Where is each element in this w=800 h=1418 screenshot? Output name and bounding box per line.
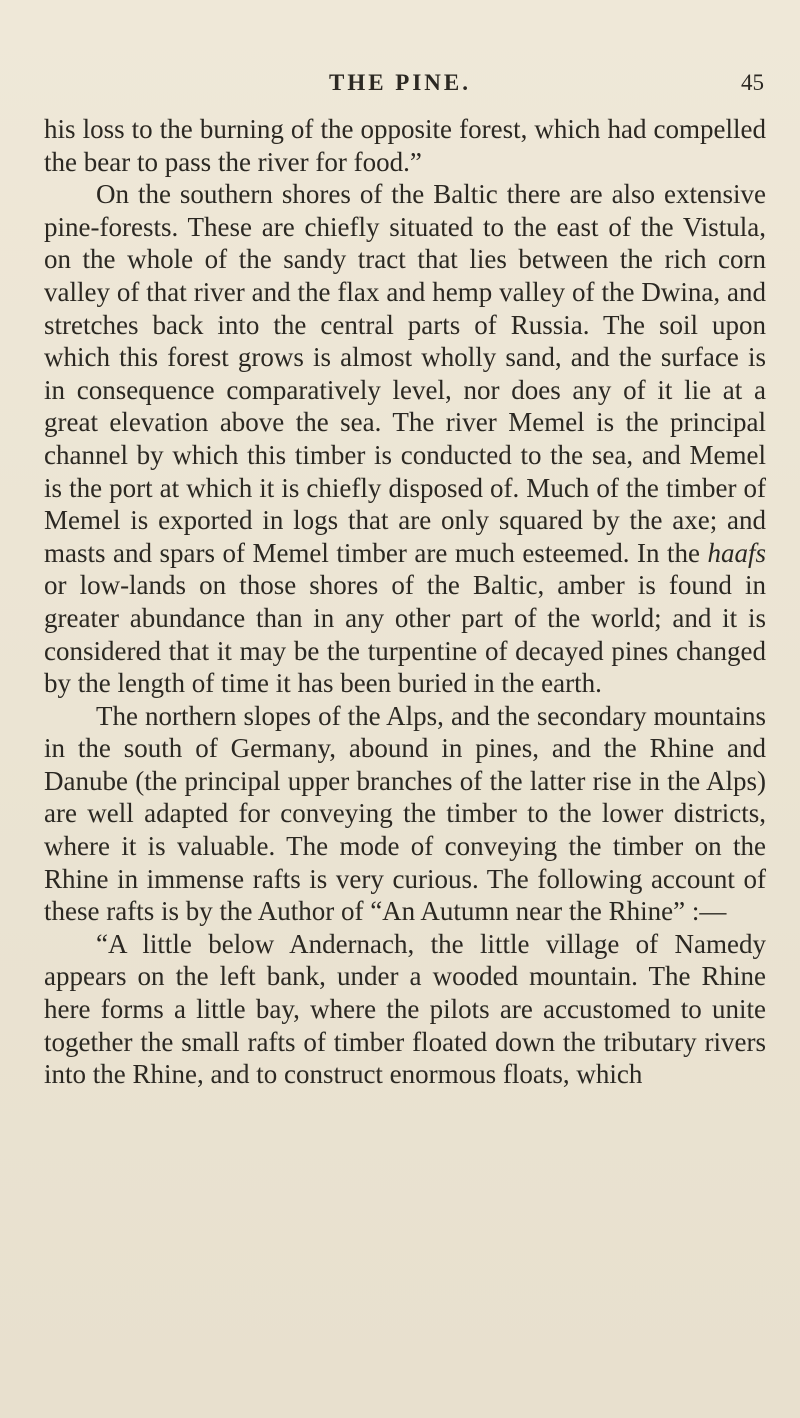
page-number: 45: [741, 70, 764, 95]
page-header: [0, 70, 800, 106]
paragraph-alps: The northern slopes of the Alps, and the secondary mountains in the south of Germany, abound in pines, and the Rhine and Danube (the principal upper branches of the latter rise in the Alps) are well adapted for conveying the timber to the lower districts, where it is valuable. The mode of conveying the timber on the Rhine in immense rafts is very curious. The following account of these rafts is by the Author of “An Autumn near the Rhine” :—: [44, 700, 766, 927]
italic-term: haafs: [707, 537, 766, 568]
paragraph-continuation: his loss to the burning of the opposite forest, which had compelled the bear to pass the river for food.”: [44, 114, 766, 177]
body-text: [44, 113, 766, 1091]
paragraph-quotation: “A little below Andernach, the little village of Namedy appears on the left bank, under a wooded mountain. The Rhine here forms a little bay, where the pilots are accustomed to unite together the small rafts of timber floated down the tributary rivers into the Rhine, and to construct enormous floats, which: [44, 928, 766, 1090]
running-head: THE PINE.: [328, 70, 472, 95]
paragraph-baltic: On the southern shores of the Baltic there are also extensive pine-forests. These are chiefly situated to the east of the Vistula, on the whole of the sandy tract that lies between the rich corn valley of that river and the flax and hemp valley of the Dwina, and stretches back into the central parts of Russia. The soil upon which this forest grows is almost wholly sand, and the surface is in consequence comparatively level, nor does any of it lie at a great elevation above the sea. The river Memel is the principal channel by which this timber is conducted to the sea, and Memel is the port at which it is chiefly disposed of. Much of the timber of Memel is exported in logs that are only squared by the axe; and masts and spars of Memel timber are much esteemed. In the haafs or low-lands on those shores of the Baltic, amber is found in greater abundance than in any other part of the world; and it is considered that it may be the turpentine of decayed pines changed by the length of time it has been buried in the earth.: [44, 179, 766, 699]
